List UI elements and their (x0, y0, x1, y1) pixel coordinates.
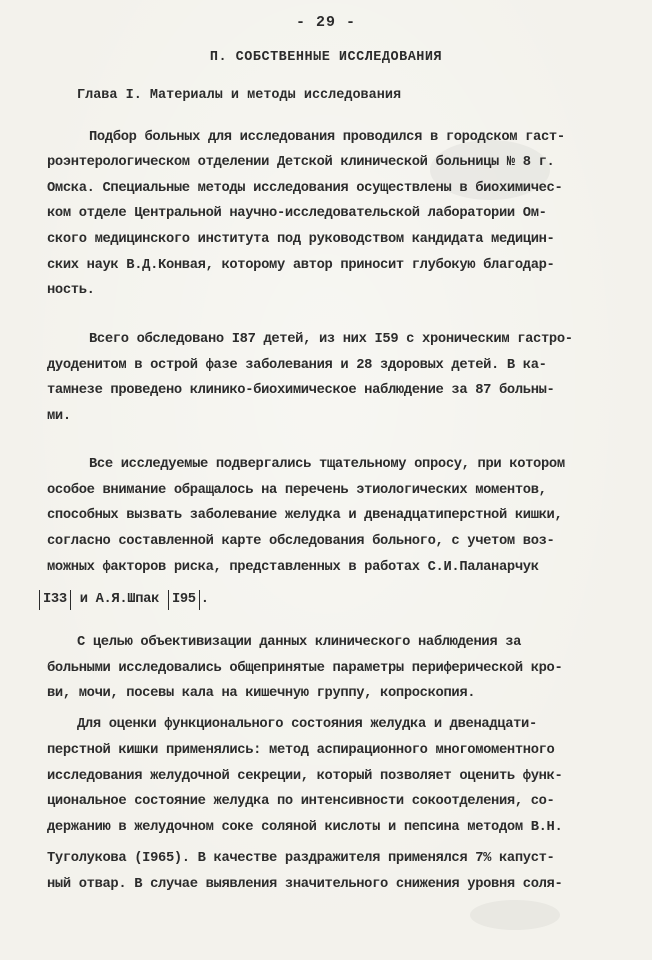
text-line: циональное состояние желудка по интенсивности сокоотделения, со- (47, 794, 555, 809)
text-line: Всего обследовано I87 детей, из них I59 с хроническим гастро- (89, 332, 573, 347)
text-line: тамнезе проведено клинико-биохимическое наблюдение за 87 больны- (47, 383, 555, 398)
text-line: ный отвар. В случае выявления значительного снижения уровня соля- (47, 877, 563, 892)
text-line: больными исследовались общепринятые параметры периферической кро- (47, 661, 563, 676)
text-line: исследования желудочной секреции, который позволяет оценить функ- (47, 769, 563, 784)
text-line: можных факторов риска, представленных в работах С.И.Паланарчук (47, 560, 539, 575)
reference-bracket: I33 (39, 590, 71, 610)
text-line: согласно составленной карте обследования больного, с учетом воз- (47, 534, 555, 549)
section-title: П. СОБСТВЕННЫЕ ИССЛЕДОВАНИЯ (209, 50, 443, 65)
text-line: ского медицинского института под руководством кандидата медицин- (47, 232, 555, 247)
text-line: Подбор больных для исследования проводился в городском гаст- (89, 130, 565, 145)
text-line: особое внимание обращалось на перечень этиологических моментов, (47, 483, 547, 498)
text-line: С целью объективизации данных клинического наблюдения за (77, 635, 522, 650)
page-number: - 29 - (295, 14, 356, 31)
text-line: ских наук В.Д.Конвая, которому автор приносит глубокую благодар- (47, 258, 555, 273)
reference-bracket: I95 (168, 590, 200, 610)
text-line: Омска. Специальные методы исследования осуществлены в биохимичес- (47, 181, 563, 196)
text-line: роэнтерологическом отделении Детской клинической больницы № 8 г. (47, 155, 555, 170)
text-line: ком отделе Центральной научно-исследовательской лаборатории Ом- (47, 206, 547, 221)
reference-line (38, 590, 209, 610)
reference-text: и А.Я.Шпак (71, 592, 167, 607)
paper-stain (470, 900, 560, 930)
text-line: Для оценки функционального состояния желудка и двенадцати- (77, 717, 537, 732)
text-line: Все исследуемые подвергались тщательному опросу, при котором (89, 457, 565, 472)
text-line: способных вызвать заболевание желудка и двенадцатиперстной кишки, (47, 508, 563, 523)
text-line: ми. (47, 409, 71, 424)
text-line: ность. (47, 283, 95, 298)
chapter-title: Глава I. Материалы и методы исследования (77, 88, 402, 103)
text-line: перстной кишки применялись: метод аспирационного многомоментного (47, 743, 555, 758)
text-line: ви, мочи, посевы кала на кишечную группу, копроскопия. (47, 686, 476, 701)
text-line: держанию в желудочном соке соляной кислоты и пепсина методом В.Н. (47, 820, 563, 835)
text-line: Туголукова (I965). В качестве раздражителя применялся 7% капуст- (47, 851, 555, 866)
text-line: дуоденитом в острой фазе заболевания и 28 здоровых детей. В ка- (47, 358, 547, 373)
reference-end: . (200, 592, 209, 607)
